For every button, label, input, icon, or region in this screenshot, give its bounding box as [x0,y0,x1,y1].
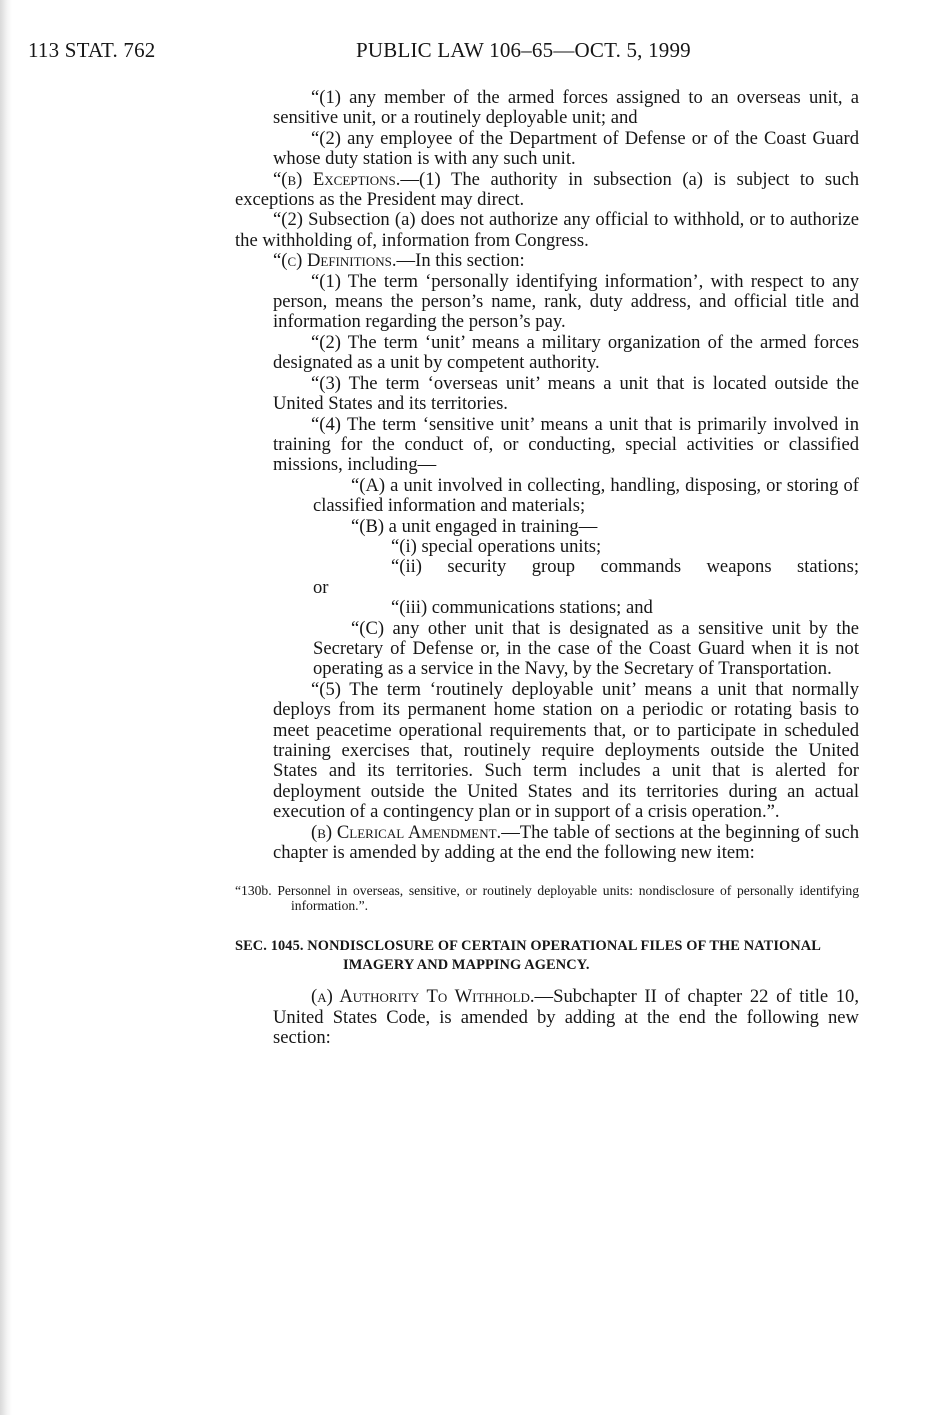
section-number: SEC. 1045. [235,938,304,955]
paragraph-authority-to-withhold [235,987,859,1048]
paragraph-b2: “(2) Subsection (a) does not authorize any official to withhold, or to authorize the withholding of, information from Congress. [235,209,859,251]
definition-4-a: “(A) a unit involved in collecting, handling, disposing, or storing of classified information and materials; [313,474,859,517]
definition-5: “(5) The term ‘routinely deployable unit’ means a unit that normally deploys from its permanent home station on a periodic or rotating basis to meet peacetime operational requirements that, or to participate in scheduled training exercises that, routinely require deployments outside the United States and its territories. Such term includes a unit that is alerted for deployment outside the United States and its territories during an actual execution of a contingency plan or in support of a crisis operation.”. [273,678,859,823]
section-heading [235,937,859,975]
page-header [28,38,908,68]
heading-clerical-amendment: (b) Clerical Amendment. [311,821,502,843]
scan-edge [0,0,12,1415]
paragraph-a2: “(2) any employee of the Department of Defense or of the Coast Guard whose duty station is with any such unit. [273,127,859,170]
definition-4-b: “(B) a unit engaged in training— [351,515,598,537]
public-law-citation: PUBLIC LAW 106–65—OCT. 5, 1999 [356,38,691,62]
definition-4-b-ii-or: or [313,576,329,598]
paragraph-b1-text: —(1) The authority in subsection (a) is subject to such exceptions as the President may direct. [235,168,859,211]
heading-exceptions: “(b) Exceptions. [273,168,401,190]
stat-page-number: 113 STAT. 762 [28,38,156,62]
definition-4-b-i: “(i) special operations units; [391,535,602,557]
paragraph-b-exceptions [235,170,859,211]
paragraph-clerical-amendment [235,823,859,864]
definition-2: “(2) The term ‘unit’ means a military organization of the armed forces designated as a unit by competent authority. [273,331,859,374]
definition-1: “(1) The term ‘personally identifying information’, with respect to any person, means the person’s name, rank, duty address, and official title and information regarding the person’s pay. [273,270,859,333]
paragraph-c-definitions [235,251,859,271]
definition-4-b-iii: “(iii) communications stations; and [391,597,653,619]
heading-authority-to-withhold: (a) Authority To Withhold. [311,986,535,1008]
paragraph-clerical-text: —The table of sections at the beginning of such chapter is amended by adding at the end the following new item: [273,821,859,864]
table-of-sections-item: “130b. Personnel in overseas, sensitive, or routinely deployable units: nondisclosure of personally identifying information.”. [235,883,859,914]
heading-definitions: “(c) Definitions. [273,250,397,272]
document-body [235,88,859,1049]
paragraph-authority-text: —Subchapter II of chapter 22 of title 10, United States Code, is amended by adding at the end the following new section: [273,986,859,1049]
definition-4-b-ii: “(ii) security group commands weapons stations; [391,556,859,578]
definition-4-c: “(C) any other unit that is designated as a sensitive unit by the Secretary of Defense or, in the case of the Coast Guard when it is not operating as a service in the Navy, by the Secretary of Transportation. [313,617,859,680]
section-title: NONDISCLOSURE OF CERTAIN OPERATIONAL FILES OF THE NATIONAL IMAGERY AND MAPPING AGENCY. [307,938,821,974]
paragraph-c-text: —In this section: [396,250,525,272]
paragraph-a1: “(1) any member of the armed forces assigned to an overseas unit, a sensitive unit, or a routinely deployable unit; and [273,87,859,129]
definition-3: “(3) The term ‘overseas unit’ means a unit that is located outside the United States and its territories. [273,372,859,415]
definition-4: “(4) The term ‘sensitive unit’ means a unit that is primarily involved in training for the conduct of, or conducting, special activities or classified missions, including— [273,413,859,476]
